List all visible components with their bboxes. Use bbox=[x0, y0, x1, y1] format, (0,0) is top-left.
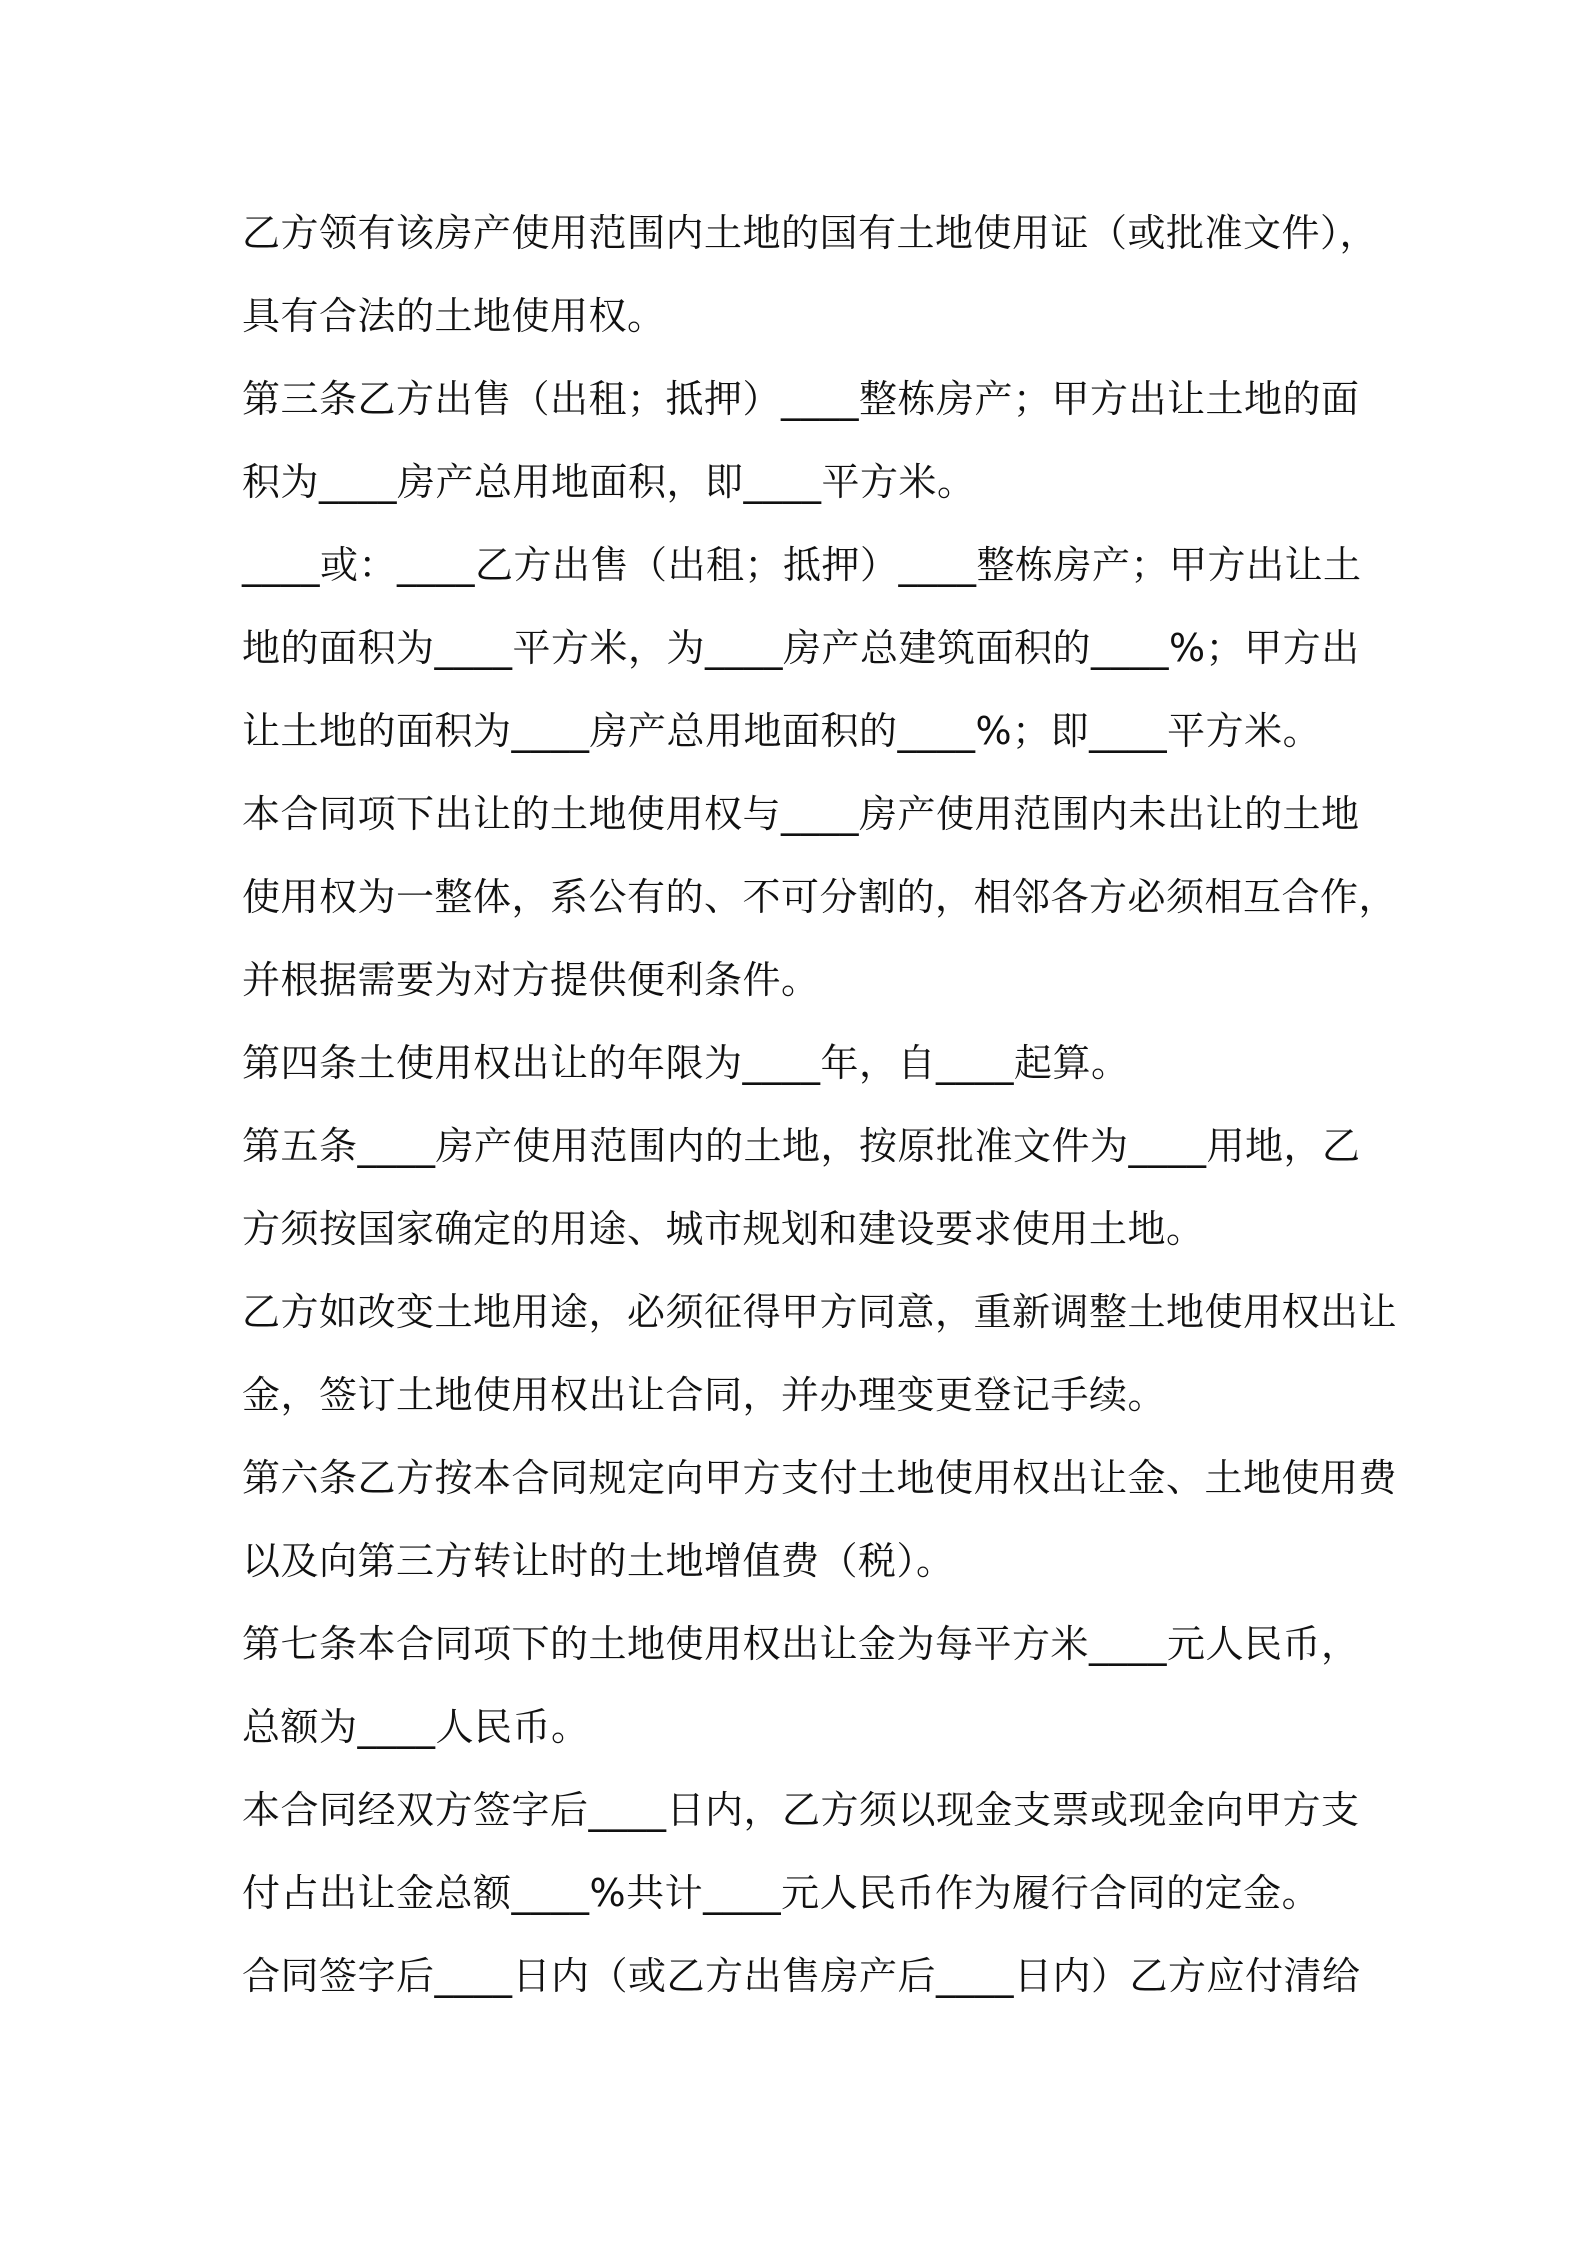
text-line: 具有合法的土地使用权。 bbox=[242, 294, 666, 338]
text-line: 合同签字后____日内（或乙方出售房产后____日内）乙方应付清给 bbox=[242, 1954, 1361, 1998]
text-line: 本合同经双方签字后____日内，乙方须以现金支票或现金向甲方支 bbox=[242, 1788, 1360, 1832]
text-line: 第六条乙方按本合同规定向甲方支付土地使用权出让金、土地使用费 bbox=[242, 1456, 1398, 1500]
text-line: 第四条土使用权出让的年限为____年，自____起算。 bbox=[242, 1041, 1130, 1085]
text-line: 第三条乙方出售（出租；抵押）____整栋房产；甲方出让土地的面 bbox=[242, 377, 1360, 421]
document-body bbox=[242, 192, 1398, 2018]
text-line: ____或：____乙方出售（出租；抵押）____整栋房产；甲方出让土 bbox=[242, 543, 1362, 587]
text-line: 总额为____人民币。 bbox=[242, 1705, 590, 1749]
text-line: 地的面积为____平方米，为____房产总建筑面积的____%；甲方出 bbox=[242, 626, 1360, 670]
text-line: 第七条本合同项下的土地使用权出让金为每平方米____元人民币， bbox=[242, 1622, 1360, 1666]
text-line: 使用权为一整体，系公有的、不可分割的，相邻各方必须相互合作， bbox=[242, 875, 1398, 919]
text-line: 乙方如改变土地用途，必须征得甲方同意，重新调整土地使用权出让 bbox=[242, 1290, 1398, 1334]
text-line: 付占出让金总额____%共计____元人民币作为履行合同的定金。 bbox=[242, 1871, 1321, 1915]
text-line: 金，签订土地使用权出让合同，并办理变更登记手续。 bbox=[242, 1373, 1167, 1417]
text-line: 积为____房产总用地面积，即____平方米。 bbox=[242, 460, 976, 504]
text-line: 乙方领有该房产使用范围内土地的国有土地使用证（或批准文件）， bbox=[242, 211, 1379, 255]
text-line: 方须按国家确定的用途、城市规划和建设要求使用土地。 bbox=[242, 1207, 1205, 1251]
text-line: 第五条____房产使用范围内的土地，按原批准文件为____用地，乙 bbox=[242, 1124, 1361, 1168]
text-line: 并根据需要为对方提供便利条件。 bbox=[242, 958, 820, 1002]
text-line: 让土地的面积为____房产总用地面积的____%；即____平方米。 bbox=[242, 709, 1322, 753]
text-line: 以及向第三方转让时的土地增值费（税）。 bbox=[242, 1539, 955, 1583]
text-line: 本合同项下出让的土地使用权与____房产使用范围内未出让的土地 bbox=[242, 792, 1360, 836]
